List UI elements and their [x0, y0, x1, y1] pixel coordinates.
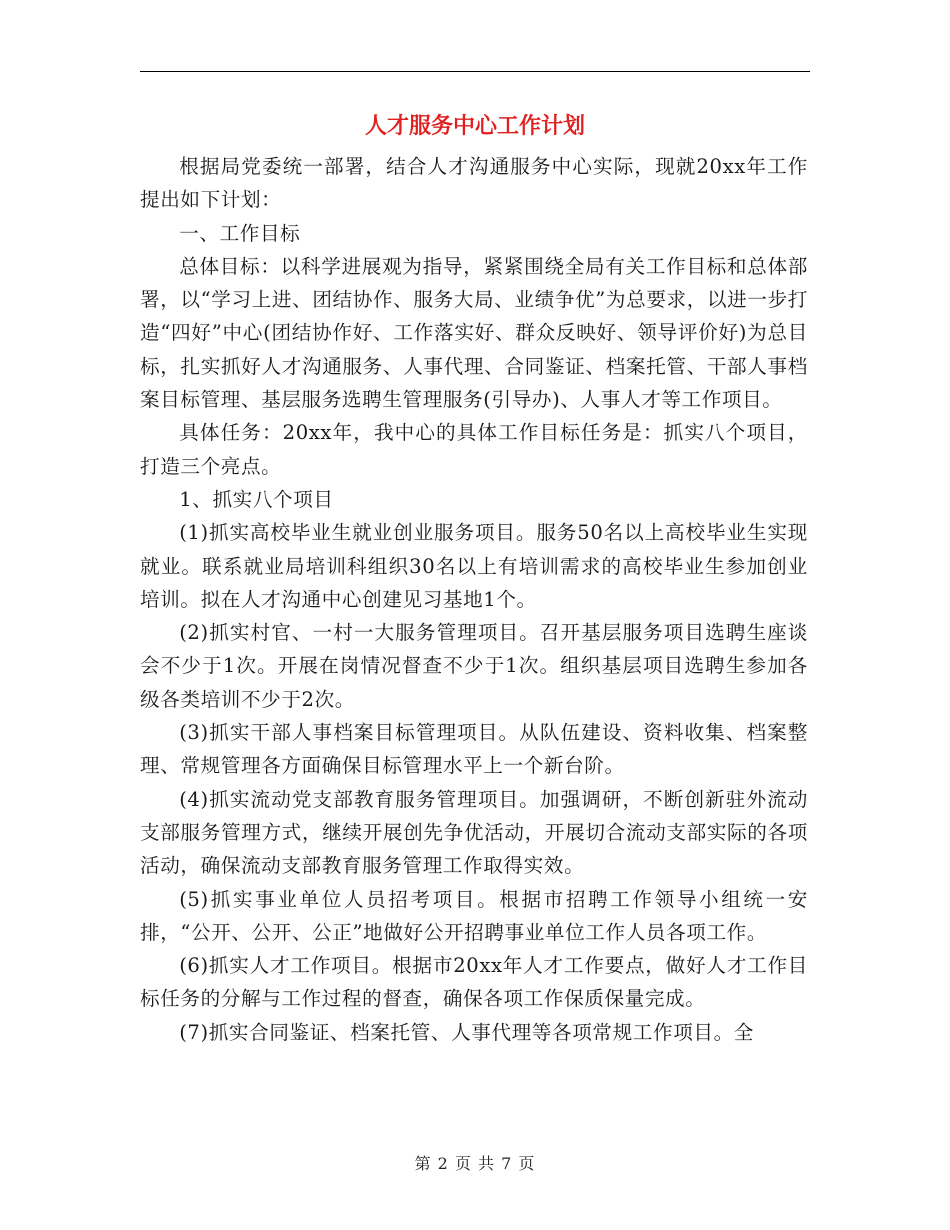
paragraph-item-4: (4)抓实流动党支部教育服务管理项目。加强调研，不断创新驻外流动支部服务管理方式，继续开展创先争优活动，开展切合流动支部实际的各项活动，确保流动支部教育服务管理工作取得实效。 [140, 787, 808, 878]
page-number-footer: 第 2 页 共 7 页 [414, 1154, 536, 1173]
section-heading-goals: 一、工作目标 [179, 221, 301, 245]
paragraph-intro: 根据局党委统一部署，结合人才沟通服务中心实际，现就20xx年工作提出如下计划： [140, 155, 808, 212]
paragraph-overall-goal: 总体目标：以科学进展观为指导，紧紧围绕全局有关工作目标和总体部署，以“学习上进、团结协作、服务大局、业绩争优”为总要求，以进一步打造“四好”中心(团结协作好、工作落实好、群众反映好、领导评价好)为总目标，扎实抓好人才沟通服务、人事代理、合同鉴证、档案托管、干部人事档案目标管理、基层服务选聘生管理服务(引导办)、人事人才等工作项目。 [140, 254, 808, 412]
header-rule [140, 71, 810, 72]
document-title: 人才服务中心工作计划 [364, 113, 585, 139]
paragraph-item-2: (2)抓实村官、一村一大服务管理项目。召开基层服务项目选聘生座谈会不少于1次。开展在岗情况督查不少于1次。组织基层项目选聘生参加各级各类培训不少于2次。 [140, 621, 808, 711]
paragraph-item-1: (1)抓实高校毕业生就业创业服务项目。服务50名以上高校毕业生实现就业。联系就业局培训科组织30名以上有培训需求的高校毕业生参加创业培训。拟在人才沟通中心创建见习基地1个。 [140, 521, 808, 611]
paragraph-item-3: (3)抓实干部人事档案目标管理项目。从队伍建设、资料收集、档案整理、常规管理各方面确保目标管理水平上一个新台阶。 [140, 721, 808, 778]
paragraph-item-6: (6)抓实人才工作项目。根据市20xx年人才工作要点，做好人才工作目标任务的分解与工作过程的督查，确保各项工作保质保量完成。 [140, 954, 808, 1011]
subheading-eight-projects: 1、抓实八个项目 [179, 487, 334, 511]
paragraph-specific-tasks: 具体任务：20xx年，我中心的具体工作目标任务是：抓实八个项目，打造三个亮点。 [140, 421, 808, 478]
document-body [140, 150, 808, 1049]
paragraph-item-7: (7)抓实合同鉴证、档案托管、人事代理等各项常规工作项目。全 [179, 1020, 754, 1044]
paragraph-item-5: (5)抓实事业单位人员招考项目。根据市招聘工作领导小组统一安排，“公开、公开、公正”地做好公开招聘事业单位工作人员各项工作。 [140, 887, 808, 944]
